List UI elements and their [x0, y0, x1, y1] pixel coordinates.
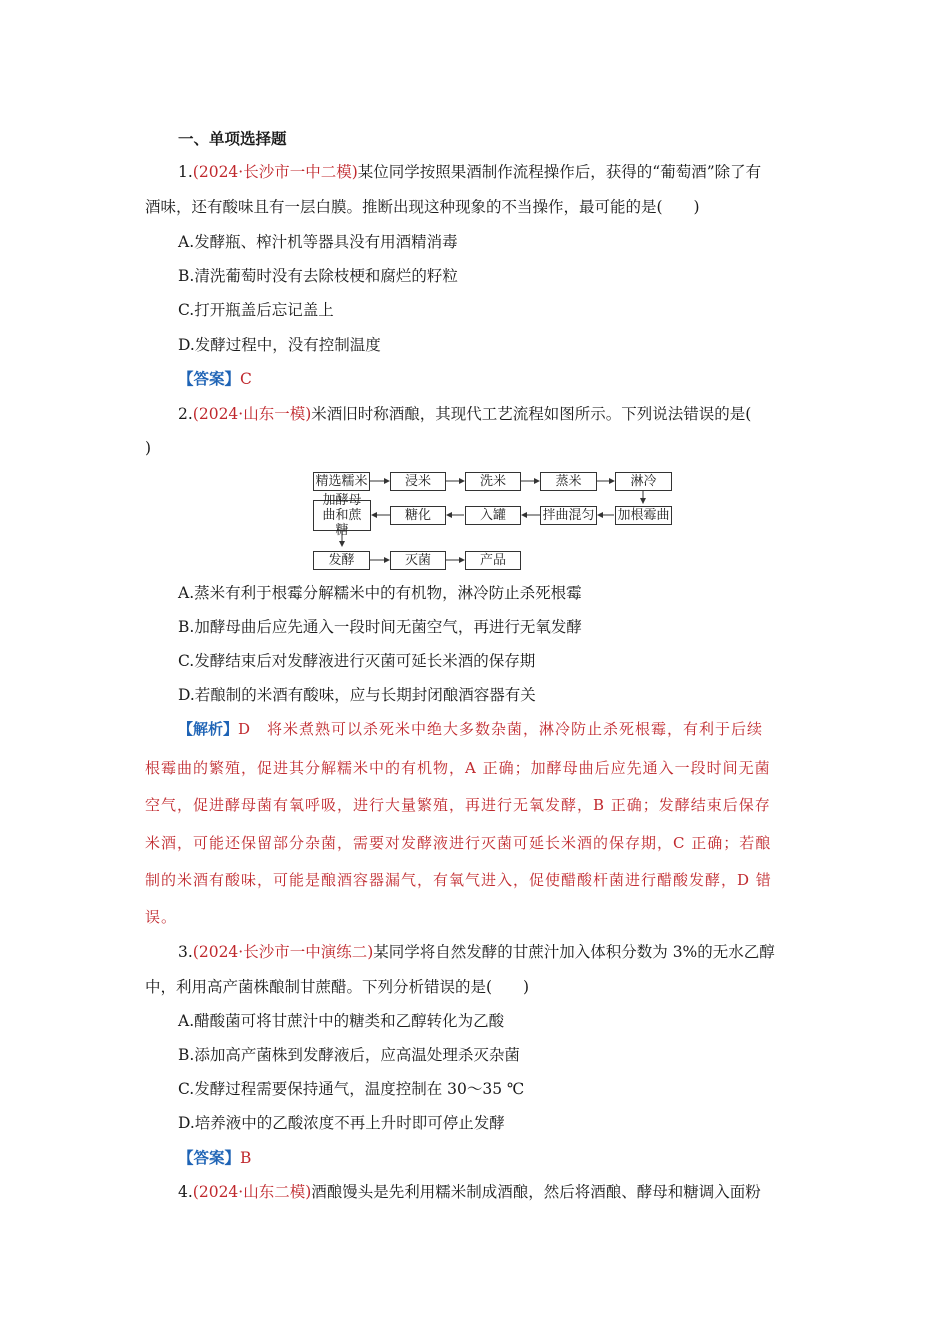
flow-step-product: 产品 [465, 551, 521, 570]
q3-option-c: C.发酵过程需要保持通气，温度控制在 30～35 ℃ [178, 1080, 525, 1098]
flow-step-into-tank: 入罐 [465, 506, 521, 525]
q1-answer-label: 【答案】 [178, 369, 241, 388]
q2-analysis-line2: 根霉曲的繁殖，促进其分解糯米中的有机物，A 正确；加酵母曲后应先通入一段时间无菌 [145, 759, 771, 777]
q3-source: (2024·长沙市一中演练二) [192, 943, 374, 961]
q4-source: (2024·山东二模) [192, 1183, 312, 1201]
q3-option-d: D.培养液中的乙酸浓度不再上升时即可停止发酵 [178, 1114, 505, 1132]
q3-answer-label: 【答案】 [178, 1148, 241, 1167]
q2-source: (2024·山东一模) [192, 405, 312, 423]
flow-arrows [0, 0, 950, 600]
q3-stem-text: 某同学将自然发酵的甘蔗汁加入体积分数为 3%的无水乙醇 [373, 943, 775, 961]
q2-option-a: A.蒸米有利于根霉分解糯米中的有机物，淋冷防止杀死根霉 [178, 584, 582, 602]
flow-step-add-rhizopus: 加根霉曲 [615, 506, 672, 525]
q2-stem-line1 [178, 403, 751, 425]
flow-step-mix-koji: 拌曲混匀 [540, 506, 597, 525]
q2-analysis-label: 【解析】 [178, 720, 239, 738]
flow-step-cool: 淋冷 [615, 472, 672, 491]
q1-source: (2024·长沙市一中二模) [192, 163, 358, 181]
section-title: 一、单项选择题 [178, 129, 287, 148]
q3-stem-line1 [178, 941, 775, 963]
q2-analysis-text-1: D 将米煮熟可以杀死米中绝大多数杂菌，淋冷防止杀死根霉，有利于后续 [238, 720, 764, 738]
q1-option-a: A.发酵瓶、榨汁机等器具没有用酒精消毒 [178, 233, 458, 251]
q1-answer [178, 368, 252, 390]
q2-option-b: B.加酵母曲后应先通入一段时间无菌空气，再进行无氧发酵 [178, 618, 582, 636]
q2-option-c: C.发酵结束后对发酵液进行灭菌可延长米酒的保存期 [178, 652, 536, 670]
q1-option-c: C.打开瓶盖后忘记盖上 [178, 301, 334, 319]
flow-step-ferment: 发酵 [313, 551, 370, 570]
q1-stem-line2: 酒味，还有酸味且有一层白膜。推断出现这种现象的不当操作，最可能的是( ) [145, 198, 700, 216]
q2-analysis-line1 [178, 718, 763, 740]
q2-stem-line2: ) [145, 439, 152, 457]
q2-number: 2. [178, 405, 193, 423]
process-flow-diagram [0, 0, 950, 600]
q1-option-d: D.发酵过程中，没有控制温度 [178, 336, 381, 354]
q2-stem-text: 米酒旧时称酒酿，其现代工艺流程如图所示。下列说法错误的是( [311, 405, 752, 423]
q3-answer [178, 1147, 251, 1169]
flow-step-soak-rice: 浸米 [390, 472, 446, 491]
q1-stem-text: 某位同学按照果酒制作流程操作后，获得的“葡萄酒”除了有 [357, 163, 762, 181]
q4-stem-line1 [178, 1181, 761, 1203]
q3-stem-line2: 中，利用高产菌株酿制甘蔗醋。下列分析错误的是( ) [145, 978, 530, 996]
flow-step-add-yeast-sugar: 加酵母曲和蔗糖 [313, 500, 371, 531]
q2-analysis-line6: 误。 [145, 908, 178, 926]
q4-stem-text: 酒酿馒头是先利用糯米制成酒酿，然后将酒酿、酵母和糖调入面粉 [311, 1183, 761, 1201]
q2-analysis-line5: 制的米酒有酸味，可能是酿酒容器漏气，有氧气进入，促使醋酸杆菌进行醋酸发酵，D 错 [145, 871, 772, 889]
flow-step-wash-rice: 洗米 [465, 472, 521, 491]
q3-option-b: B.添加高产菌株到发酵液后，应高温处理杀灭杂菌 [178, 1046, 520, 1064]
q1-answer-value: C [240, 370, 252, 388]
q1-number: 1. [178, 163, 193, 181]
flow-step-select-rice: 精选糯米 [313, 472, 370, 491]
flow-step-sterilize: 灭菌 [390, 551, 446, 570]
q1-option-b: B.清洗葡萄时没有去除枝梗和腐烂的籽粒 [178, 267, 458, 285]
q4-number: 4. [178, 1183, 193, 1201]
q2-option-d: D.若酿制的米酒有酸味，应与长期封闭酿酒容器有关 [178, 686, 536, 704]
q2-analysis-line4: 米酒，可能还保留部分杂菌，需要对发酵液进行灭菌可延长米酒的保存期，C 正确；若酿 [145, 834, 772, 852]
q3-option-a: A.醋酸菌可将甘蔗汁中的糖类和乙醇转化为乙酸 [178, 1012, 505, 1030]
flow-step-steam-rice: 蒸米 [540, 472, 597, 491]
flow-step-saccharify: 糖化 [390, 506, 446, 525]
q1-stem-line1 [178, 161, 761, 183]
q3-number: 3. [178, 943, 193, 961]
q3-answer-value: B [240, 1149, 252, 1167]
q2-analysis-line3: 空气，促进酵母菌有氧呼吸，进行大量繁殖，再进行无氧发酵，B 正确；发酵结束后保存 [145, 796, 771, 814]
